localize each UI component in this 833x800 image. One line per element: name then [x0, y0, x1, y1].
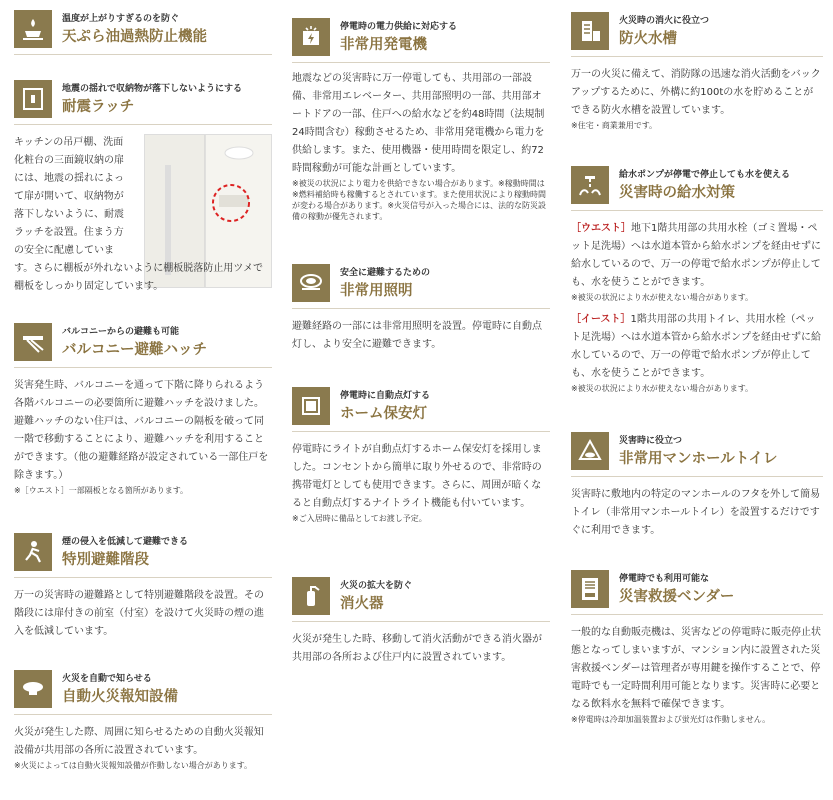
body-line: ラッチを設置。住まう方	[14, 227, 124, 238]
divider	[14, 54, 272, 55]
feature-subtitle: 停電時に自動点灯する	[340, 391, 431, 401]
home-light-icon	[292, 387, 330, 425]
ceiling-light-icon	[292, 264, 330, 302]
building-tank-icon	[571, 12, 609, 50]
body-line: て扉が開いて、収納物が	[14, 191, 124, 202]
divider	[14, 714, 272, 715]
body-line: 落下しないように、耐震	[14, 209, 124, 220]
divider	[571, 56, 823, 57]
feature-subtitle: 煙の侵入を低減して避難できる	[62, 537, 189, 547]
feature-subtitle: 火災の拡大を防ぐ	[340, 581, 413, 591]
body-text: 災害発生時、バルコニーを通って下階に降りられるよう各階バルコニーの必要箇所に避難ハッチを設けました。避難ハッチのない住戸は、バルコニーの隔板を破って同一階で移動することにより、避難ハッチを利用することができます。（他の避難経路が設定されている一部住戸を除きます。）	[14, 380, 269, 481]
divider	[292, 431, 550, 432]
feature-title: 特別避難階段	[62, 551, 149, 568]
feature-body	[14, 377, 272, 496]
body-line: キッチンの吊戸棚、洗面	[14, 137, 124, 148]
body-line: には、地震の揺れによっ	[14, 173, 124, 184]
feature-subtitle: 地震の揺れで収納物が落下しないようにする	[62, 84, 243, 94]
feature-body: 災害時に敷地内の特定のマンホールのフタを外して簡易トイレ（非常用マンホールトイレ）を設置するだけですぐに利用できます。	[571, 489, 821, 536]
running-person-icon	[14, 533, 52, 571]
body-text: 停電時にライトが自動点灯するホーム保安灯を採用しました。コンセントから簡単に取り外せるので、非常時の携帯電灯としても使用できます。さらに、周囲が暗くなると自動点灯するナイトライト機能も付いています。	[292, 444, 542, 509]
manhole-toilet-icon	[571, 432, 609, 470]
stove-flame-icon	[14, 10, 52, 48]
feature-tempura	[14, 10, 272, 48]
body-line: の安全に配慮していま	[14, 245, 114, 256]
feature-subtitle: 災害時に役立つ	[619, 436, 683, 446]
feature-subtitle: 温度が上がりすぎるのを防ぐ	[62, 14, 180, 24]
divider	[14, 124, 272, 125]
feature-generator	[292, 18, 550, 221]
feature-body: 万一の災害時の避難路として特別避難階段を設置。その階段には扉付きの前室（付室）を設けて火災時の煙の進入を低減しています。	[14, 590, 264, 637]
feature-note: ※［ウエスト］一部隔板となる箇所があります。	[14, 486, 189, 495]
divider	[14, 577, 272, 578]
east-note: ※被災の状況により水が使えない場合があります。	[571, 384, 754, 393]
feature-vending-machine	[571, 570, 823, 724]
body-text: 火災が発生した際、周囲に知らせるための自動火災報知設備が共用部の各所に設置されています。	[14, 727, 264, 756]
vending-machine-icon	[571, 570, 609, 608]
feature-body	[571, 66, 823, 131]
feature-subtitle: 停電時でも利用可能な	[619, 574, 710, 584]
feature-balcony-hatch	[14, 323, 272, 495]
hatch-icon	[14, 323, 52, 361]
feature-subtitle: 火災を自動で知らせる	[62, 674, 152, 684]
feature-title: 非常用照明	[340, 282, 413, 299]
feature-body-tail: す。さらに棚板が外れないように棚板脱落防止用ツメで棚板をしっかり固定しています。	[14, 263, 263, 292]
west-body: 地下1階共用部の共用水栓（ゴミ置場・ペット足洗場）へは水道本管から給水ポンプを経由せずに給水しているので、万一の停電で給水ポンプが停止しても、水を使うことができます。	[571, 223, 821, 288]
feature-title: 自動火災報知設備	[62, 688, 178, 705]
feature-note: ※被災の状況により電力を供給できない場合があります。※稼動時間は※燃料補給時も稼働するとされています。また使用状況により稼動時間が変わる場合があります。※火災信号が入った場合には、法的な防災設備の稼動が優先されます。	[292, 179, 547, 221]
body-text: 地震などの災害時に万一停電しても、共用部の一部設備、非常用エレベーター、共用部照明の一部、共用部オートドアの一部、住戸への給水などを約48時間（法規制24時間含む）稼動させるため、非常用発電機から電力を供給します。また、使用機器・使用時間を限定し、約72時間稼動が可能な計画としています。	[292, 73, 545, 174]
feature-title: ホーム保安灯	[340, 405, 427, 422]
feature-title: 天ぷら油過熱防止機能	[62, 28, 207, 45]
feature-note: ※停電時は冷却加温装置および蛍光灯は作動しません。	[571, 715, 771, 724]
divider	[571, 210, 823, 211]
feature-water-supply	[571, 166, 823, 393]
divider	[292, 621, 550, 622]
east-paragraph	[571, 311, 823, 383]
body-text: 一般的な自動販売機は、災害などの停電時に販売停止状態となってしまいますが、マンション内に設置された災害救援ベンダーは管理者が専用鍵を操作することで、停電時でも一定時間利用可能となります。災害時に必要となる飲料水を無料で確保できます。	[571, 627, 821, 710]
west-paragraph	[571, 220, 823, 292]
generator-icon	[292, 18, 330, 56]
divider	[292, 308, 550, 309]
faucet-hands-icon	[571, 166, 609, 204]
feature-note: ※住宅・商業兼用です。	[571, 121, 658, 130]
divider	[571, 614, 823, 615]
feature-title: 消火器	[340, 595, 384, 612]
feature-home-light	[292, 387, 550, 523]
feature-title: バルコニー避難ハッチ	[62, 341, 207, 358]
east-label: ［イースト］	[571, 314, 631, 325]
feature-fire-alarm	[14, 670, 272, 770]
feature-escape-stairs	[14, 533, 272, 637]
feature-emergency-lighting	[292, 264, 550, 350]
feature-latch	[14, 80, 272, 292]
feature-fire-tank	[571, 12, 823, 130]
east-body: 1階共用部の共用トイレ、共用水栓（ペット足洗場）へは水道本管から給水ポンプを経由せずに給水しているので、万一の停電で給水ポンプが停止しても、水を使うことができます。	[571, 314, 821, 379]
feature-body	[571, 624, 823, 725]
feature-subtitle: 給水ポンプが停電で停止しても水を使える	[619, 170, 791, 180]
feature-title: 非常用マンホールトイレ	[619, 450, 778, 467]
feature-title: 防火水槽	[619, 30, 677, 47]
feature-note: ※ご入居時に備品としてお渡し予定。	[292, 514, 427, 523]
feature-body	[292, 441, 550, 524]
feature-subtitle: 停電時の電力供給に対応する	[340, 22, 458, 32]
body-line: 化粧台の三面鏡収納の扉	[14, 155, 124, 166]
body-text: 万一の火災に備えて、消防隊の迅速な消火活動をバックアップするために、外構に約100tの水を貯めることができる防火水槽を設置しています。	[571, 69, 821, 116]
fire-extinguisher-icon	[292, 577, 330, 615]
feature-subtitle: 安全に避難するための	[340, 268, 431, 278]
feature-title: 災害時の給水対策	[619, 184, 735, 201]
feature-body	[571, 220, 823, 394]
feature-title: 災害救援ベンダー	[619, 588, 735, 605]
divider	[292, 62, 550, 63]
smoke-detector-icon	[14, 670, 52, 708]
feature-extinguisher	[292, 577, 550, 663]
feature-manhole-toilet	[571, 432, 823, 536]
feature-subtitle: バルコニーからの避難も可能	[62, 327, 180, 337]
feature-title: 耐震ラッチ	[62, 98, 135, 115]
feature-title: 非常用発電機	[340, 36, 427, 53]
west-label: ［ウエスト］	[571, 223, 631, 234]
feature-body: 避難経路の一部には非常用照明を設置。停電時に自動点灯し、より安全に避難できます。	[292, 321, 542, 350]
west-note: ※被災の状況により水が使えない場合があります。	[571, 293, 754, 302]
feature-subtitle: 火災時の消火に役立つ	[619, 16, 710, 26]
divider	[571, 476, 823, 477]
feature-body	[292, 70, 550, 222]
feature-body	[14, 724, 272, 771]
divider	[14, 367, 272, 368]
feature-body	[14, 134, 140, 260]
feature-note: ※火災によっては自動火災報知設備が作動しない場合があります。	[14, 761, 253, 770]
feature-body: 火災が発生した時、移動して消火活動ができる消火器が共用部の各所および住戸内に設置されています。	[292, 634, 542, 663]
latch-icon	[14, 80, 52, 118]
